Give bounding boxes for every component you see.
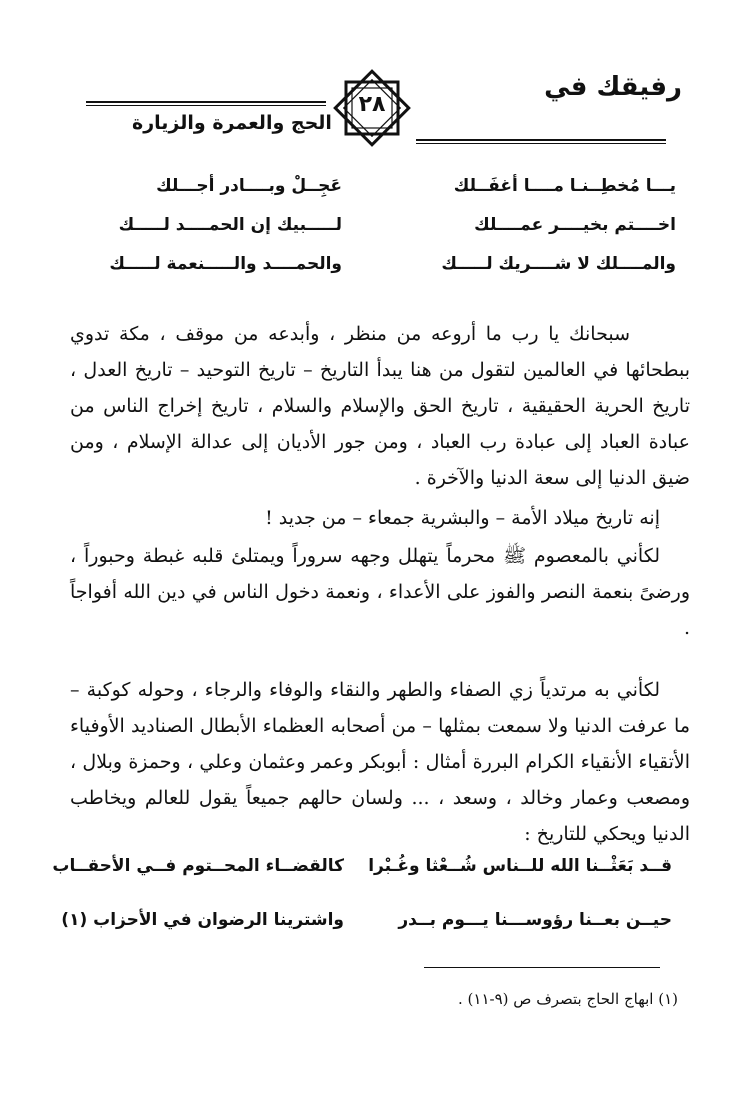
poem1-verse-3-first-hemistich: والمــــلك لا شــــريك لـــــك: [441, 254, 676, 274]
running-header-subtitle: الحج والعمرة والزيارة: [132, 112, 332, 134]
paragraph-1-text: سبحانك يا رب ما أروعه من منظر ، وأبدعه من موقف ، مكة تدوي ببطحائها في العالمين لتقول من هنا يبدأ التاريخ – تاريخ التوحيد – تاريخ العدل ، تاريخ الحرية الحقيقية ، تاريخ الحق والإسلام والسلام ، تاريخ إخراج الناس من عبادة العباد إلى عبادة رب العباد ، ومن جور الأديان إلى عدالة الإسلام ، ومن ضيق الدنيا إلى سعة الدنيا والآخرة .: [70, 323, 690, 489]
footnote-separator: [424, 967, 660, 968]
paragraph-2-text: إنه تاريخ ميلاد الأمة – والبشرية جمعاء – من جديد !: [265, 507, 660, 529]
paragraph-2: [70, 500, 690, 536]
poem1-verse-3-second-hemistich: والحمــــد والـــــنعمة لـــــك: [109, 254, 342, 274]
poem1-verse-1-first-hemistich: يـــا مُخطِــنـا مــــا أغفَــلك: [453, 176, 676, 196]
footnote: (١) ابهاج الحاج بتصرف ص (٩-١١) .: [458, 990, 678, 1008]
header-rule-top-thin: [86, 105, 326, 106]
page-number-badge: [330, 66, 414, 150]
header-rule-top: [86, 101, 326, 103]
page-number: ٢٨: [358, 92, 386, 117]
header-rule-bottom: [416, 139, 666, 141]
paragraph-3-text: لكأني بالمعصوم ﷺ محرماً يتهلل وجهه سروراً ويمتلئ قلبه غبطة وحبوراً ، ورضىً بنعمة النصر والفوز على الأعداء ، ونعمة دخول الناس في دين الله أفواجاً .: [70, 545, 690, 639]
poem2-verse-1-second-hemistich: كالقضــاء المحــتوم فــي الأحقــاب: [52, 856, 344, 876]
poem1-verse-1-second-hemistich: عَجِــلْ وبــــادر أجـــلك: [156, 176, 342, 196]
poem1-verse-2-second-hemistich: لـــــبيك إن الحمــــد لـــــك: [118, 215, 342, 235]
poem2-verse-2-second-hemistich: واشترينا الرضوان في الأحزاب (١): [61, 910, 344, 930]
paragraph-3: [70, 538, 690, 646]
paragraph-4-text: لكأني به مرتدياً زي الصفاء والطهر والنقاء والوفاء والرجاء ، وحوله كوكبة – ما عرفت الدنيا ولا سمعت بمثلها – من أصحابه العظماء الأبطال الصناديد الأوفياء الأتقياء الأنقياء الكرام البررة أمثال : أبوبكر وعمر وعثمان وعلي ، وحمزة وبلال ، ومصعب وعمار وخالد ، وسعد ، ... ولسان حالهم جميعاً يقول للعالم ويخاطب الدنيا ويحكي للتاريخ :: [70, 679, 690, 845]
header-rule-bottom-thin: [416, 143, 666, 144]
poem2-verse-1-first-hemistich: قــد بَعَثْــنا الله للــناس شُــعْثا وغُـبْرا: [368, 856, 672, 876]
running-header-title: رفيقك في: [544, 72, 682, 102]
poem2-verse-2-first-hemistich: حيــن بعــنا رؤوســـنا يـــوم بــدر: [398, 910, 672, 930]
paragraph-4: [70, 672, 690, 852]
paragraph-1: [70, 316, 690, 496]
poem1-verse-2-first-hemistich: اخــــتم بخيــــر عمــــلك: [474, 215, 676, 235]
